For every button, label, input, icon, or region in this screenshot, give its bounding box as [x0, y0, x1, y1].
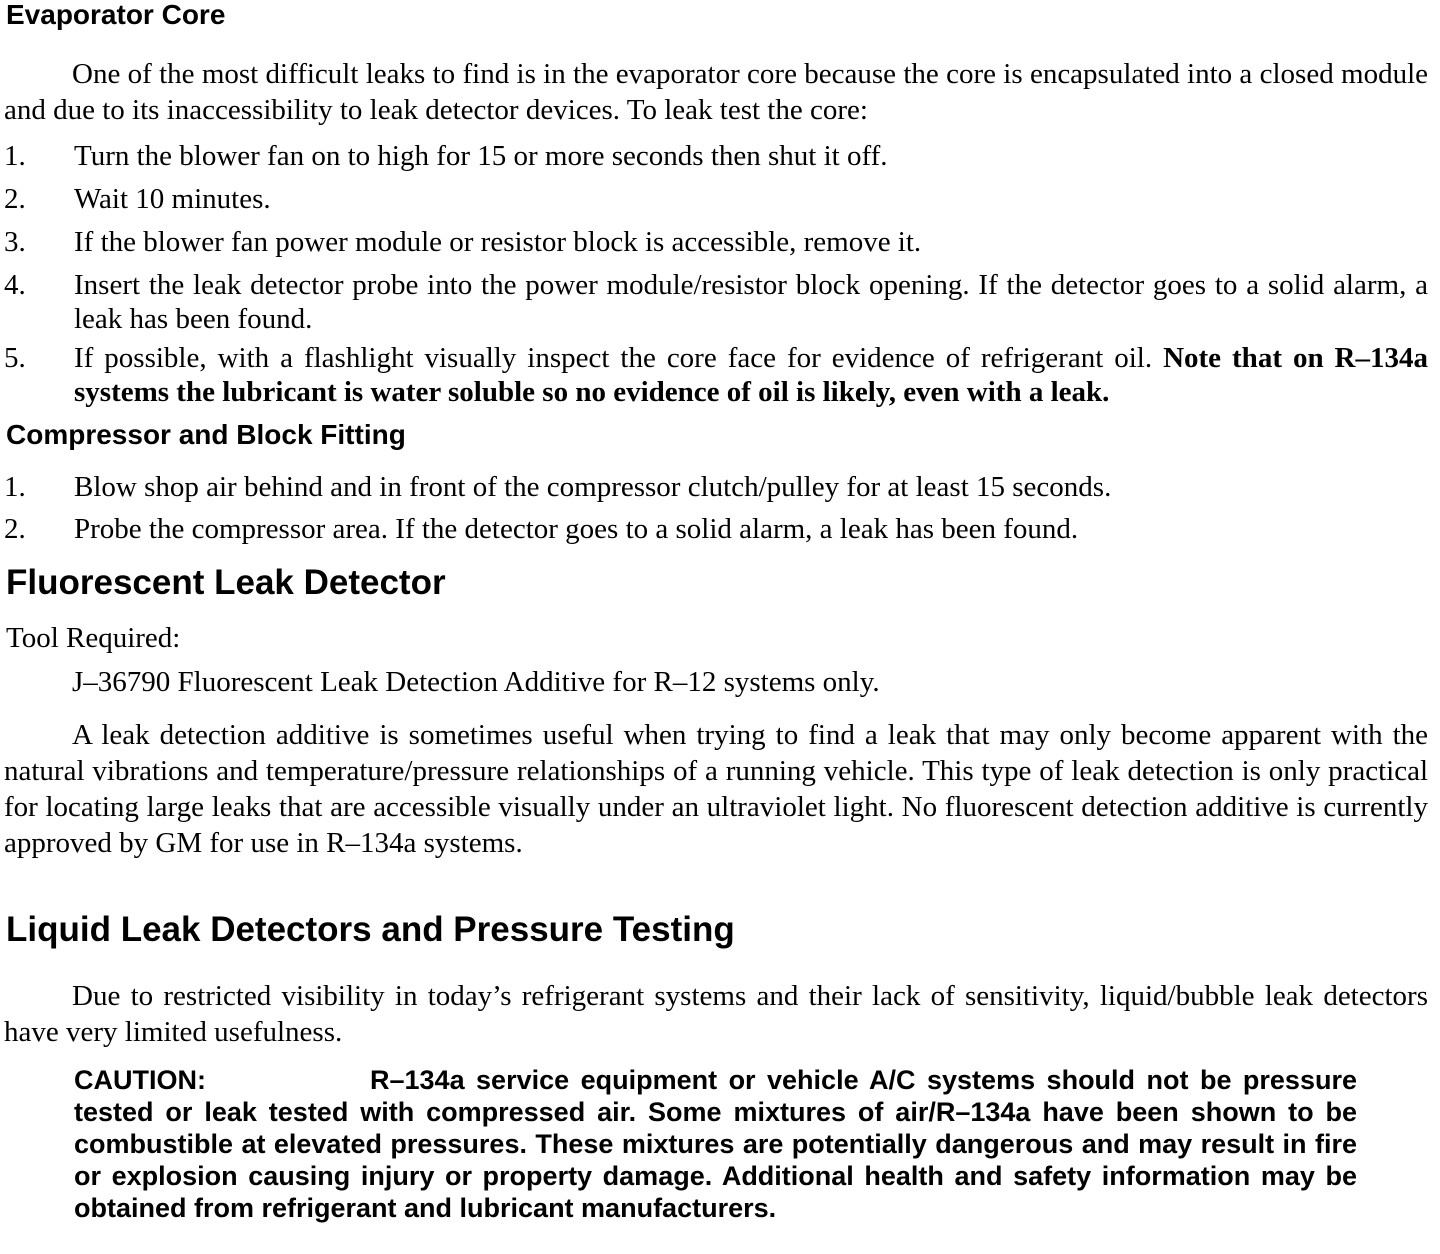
- step-number: 5.: [4, 342, 26, 374]
- step-number: 2.: [4, 183, 26, 215]
- caution-notice: [74, 1064, 1357, 1224]
- step-text: Blow shop air behind and in front of the compressor clutch/pulley for at least 15 seconds.: [74, 471, 1112, 503]
- fluorescent-body-paragraph: A leak detection additive is sometimes useful when trying to find a leak that may only become apparent with the natural vibrations and temperature/pressure relationships of a running vehicle. This type of leak detection is only practical for locating large leaks that are accessible visually under an ultraviolet light. No fluorescent detection additive is currently approved by GM for use in R–134a systems.: [4, 719, 1428, 859]
- step-text: If the blower fan power module or resistor block is accessible, remove it.: [74, 226, 922, 258]
- fluorescent-heading: Fluorescent Leak Detector: [6, 563, 446, 602]
- evaporator-step-3: [4, 225, 1428, 259]
- evaporator-core-heading: Evaporator Core: [6, 0, 226, 30]
- step-text: [74, 341, 1428, 409]
- liquid-body-paragraph: Due to restricted visibility in today’s refrigerant systems and their lack of sensitivity, liquid/bubble leak detectors have very limited usefulness.: [4, 980, 1428, 1048]
- compressor-heading: Compressor and Block Fitting: [6, 419, 406, 450]
- step-number: 1.: [4, 140, 26, 172]
- step-text: Turn the blower fan on to high for 15 or more seconds then shut it off.: [74, 140, 888, 172]
- step-number: 2.: [4, 513, 26, 545]
- liquid-heading: Liquid Leak Detectors and Pressure Testing: [6, 910, 735, 949]
- step-number: 1.: [4, 471, 26, 503]
- compressor-step-2: [4, 512, 1428, 546]
- compressor-step-1: [4, 470, 1428, 504]
- step-text-plain: If possible, with a flashlight visually inspect the core face for evidence of refrigerant oil.: [74, 342, 1153, 374]
- step-number: 3.: [4, 226, 26, 258]
- tool-item: J–36790 Fluorescent Leak Detection Additive for R–12 systems only.: [72, 666, 880, 698]
- caution-text: R–134a service equipment or vehicle A/C systems should not be pressure tested or leak tested with compressed air. Some mixtures of air/R–134a have been shown to be combustible at elevated pressures. These mixtures are potentially dangerous and may result in fire or explosion causing injury or property damage. Additional health and safety information may be obtained from refrigerant and lubricant manufacturers.: [74, 1065, 1357, 1223]
- evaporator-step-1: [4, 139, 1428, 173]
- evaporator-step-5: [4, 341, 1428, 409]
- caution-label: CAUTION:: [74, 1065, 206, 1095]
- evaporator-intro-paragraph: One of the most difficult leaks to find is in the evaporator core because the core is encapsulated into a closed module and due to its inaccessibility to leak detector devices. To leak test the core:: [4, 58, 1428, 126]
- step-text: Probe the compressor area. If the detector goes to a solid alarm, a leak has been found.: [74, 513, 1079, 545]
- step-bold-note: Note that on R–134a systems the lubricant is water soluble so no evidence of oil is likely, even with a leak.: [74, 342, 1428, 408]
- tool-required-label: Tool Required:: [6, 622, 181, 654]
- step-number: 4.: [4, 269, 26, 301]
- evaporator-step-2: [4, 182, 1428, 216]
- evaporator-step-4: [4, 268, 1428, 336]
- step-text: Wait 10 minutes.: [74, 183, 271, 215]
- step-text: Insert the leak detector probe into the power module/resistor block opening. If the detector goes to a solid alarm, a leak has been found.: [74, 269, 1428, 335]
